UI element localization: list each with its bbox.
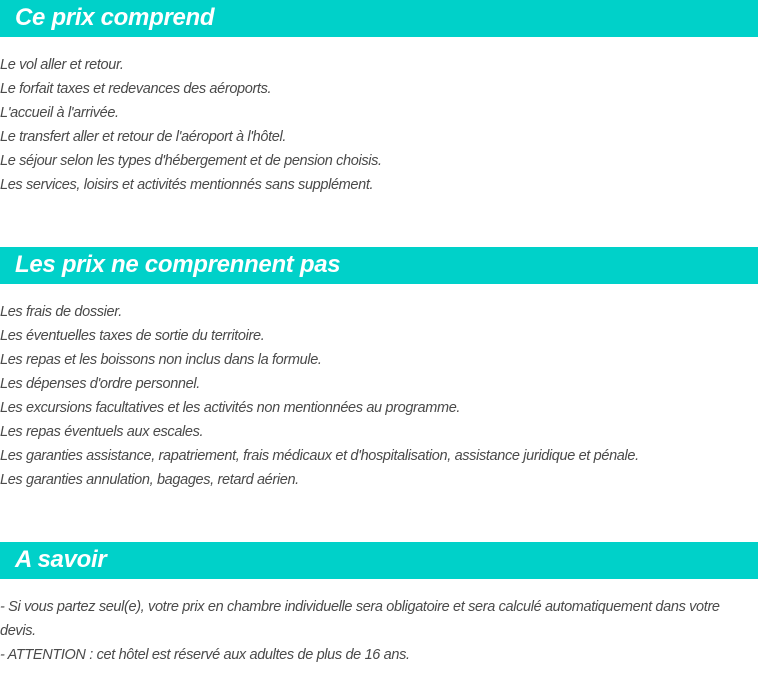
list-item: Les excursions facultatives et les activités non mentionnées au programme. [0,400,461,416]
list-item: L'accueil à l'arrivée. [0,105,119,121]
section-title: Ce prix comprend [15,4,215,31]
section-price-includes [0,0,758,193]
included-list [0,53,758,197]
section-header-bar [0,247,758,284]
list-item: Les garanties annulation, bagages, retard aérien. [0,472,299,488]
section-price-excludes [0,247,758,488]
info-paragraphs [0,595,758,667]
list-item: Les frais de dossier. [0,304,122,320]
excluded-list [0,300,758,492]
info-note-single-room: - Si vous partez seul(e), votre prix en chambre individuelle sera obligatoire et sera calculé automatiquement dans votre devis. [0,599,720,639]
list-item: Le séjour selon les types d'hébergement et de pension choisis. [0,153,382,169]
section-title: Les prix ne comprennent pas [15,251,341,278]
list-item: Les garanties assistance, rapatriement, frais médicaux et d'hospitalisation, assistance juridique et pénale. [0,448,639,464]
list-item: Les dépenses d'ordre personnel. [0,376,200,392]
list-item: Les services, loisirs et activités mentionnés sans supplément. [0,177,374,193]
list-item: Le transfert aller et retour de l'aéroport à l'hôtel. [0,129,287,145]
list-item: Les éventuelles taxes de sortie du territoire. [0,328,265,344]
section-header-bar [0,542,758,579]
section-good-to-know [0,542,758,663]
section-title: A savoir [15,546,107,573]
list-item: Les repas éventuels aux escales. [0,424,204,440]
section-header-bar [0,0,758,37]
info-note-adults-only: - ATTENTION : cet hôtel est réservé aux adultes de plus de 16 ans. [0,647,410,663]
list-item: Le forfait taxes et redevances des aéroports. [0,81,272,97]
list-item: Le vol aller et retour. [0,57,124,73]
list-item: Les repas et les boissons non inclus dans la formule. [0,352,322,368]
